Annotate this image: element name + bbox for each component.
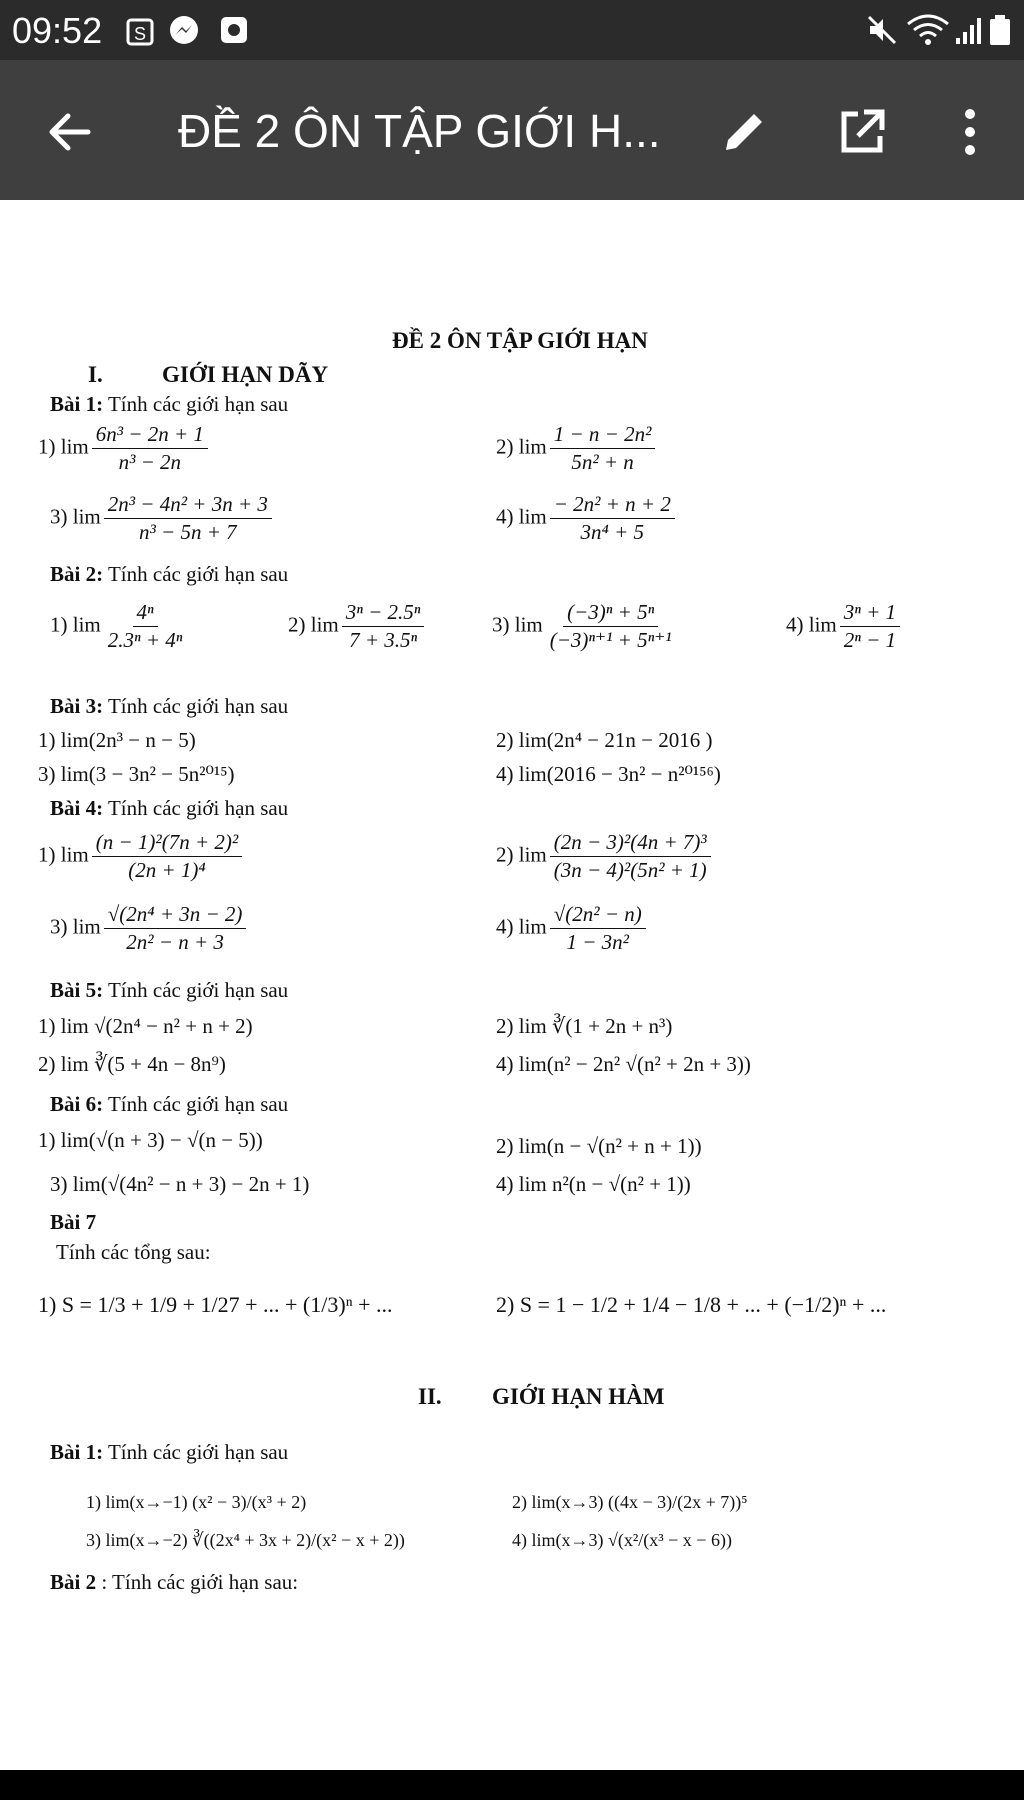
exercise-instruction: Tính các giới hạn sau <box>107 796 289 820</box>
wifi-icon <box>906 14 950 46</box>
exercise-instruction: Tính các giới hạn sau <box>107 694 289 718</box>
exercise-label: Bài 1: <box>50 392 104 416</box>
exercise-label: Bài 7 <box>50 1210 97 1234</box>
record-icon <box>218 14 250 46</box>
expression: 3) lim(√(4n² − n + 3) − 2n + 1) <box>50 1172 310 1196</box>
document-page[interactable] <box>0 200 1024 1770</box>
expression: 4) lim $\frac{\text{√(2n² − n)}}{\text{1 − 3n²}}$ <box>496 902 649 955</box>
expression: 1) S = 1/3 + 1/9 + 1/27 + ... + (1/3)ⁿ + ... <box>38 1292 393 1317</box>
expression: 1) lim(x→−1) (x² − 3)/(x³ + 2) <box>86 1492 307 1512</box>
expression: 4) lim(x→3) √(x²/(x³ − x − 6)) <box>512 1530 732 1550</box>
expression: 2) lim $\frac{\text{1 − n − 2n²}}{\text{5n² + n}}$ <box>496 422 658 475</box>
exercise-label: Bài 4: <box>50 796 104 820</box>
exercise-instruction: Tính các giới hạn sau <box>107 1440 289 1464</box>
navigation-bar <box>0 1770 1024 1800</box>
expression: 3) lim $\frac{\text{(−3)ⁿ + 5ⁿ}}{\text{(−3)ⁿ⁺¹ + 5ⁿ⁺¹}}$ <box>492 600 672 652</box>
expression: 4) lim(n² − 2n² √(n² + 2n + 3)) <box>496 1052 751 1076</box>
document-title: ĐỀ 2 ÔN TẬP GIỚI H... <box>178 105 661 157</box>
battery-icon <box>988 14 1012 46</box>
expression: 4) lim n²(n − √(n² + 1)) <box>496 1172 691 1196</box>
expression: 3) lim $\frac{\text{√(2n⁴ + 3n − 2)}}{\text{2n² − n + 3}}$ <box>50 902 249 955</box>
exercise-instruction: Tính các giới hạn sau <box>107 1092 289 1116</box>
pencil-icon[interactable] <box>714 102 774 162</box>
svg-text:S: S <box>133 24 147 44</box>
exercise-label: Bài 3: <box>50 694 104 718</box>
exercise-label: Bài 2: <box>50 562 104 586</box>
expression: 1) lim √(2n⁴ − n² + n + 2) <box>38 1014 253 1038</box>
exercise-instruction: Tính các giới hạn sau <box>107 562 289 586</box>
expression: 2) lim(n − √(n² + n + 1)) <box>496 1134 702 1158</box>
expression: 2) lim $\frac{\text{(2n − 3)²(4n + 7)³}}{\text{(3n − 4)²(5n² + 1)}}$ <box>496 830 714 883</box>
doc-title: ĐỀ 2 ÔN TẬP GIỚI HẠN <box>392 328 648 353</box>
exercise-instruction: Tính các tổng sau: <box>56 1240 211 1264</box>
arrow-left-icon[interactable] <box>40 102 100 162</box>
expression: 2) lim(x→3) ((4x − 3)/(2x + 7))⁵ <box>512 1492 748 1512</box>
s-badge-icon <box>124 14 156 46</box>
status-bar <box>0 0 1024 60</box>
expression: 1) lim(2n³ − n − 5) <box>38 728 196 752</box>
exercise-instruction: : Tính các giới hạn sau: <box>101 1570 299 1594</box>
expression: 2) lim ∛(1 + 2n + n³) <box>496 1014 673 1038</box>
section-1-numeral: I. <box>88 362 103 387</box>
section-2-heading: GIỚI HẠN HÀM <box>492 1384 665 1409</box>
expression: 2) lim $\frac{\text{3ⁿ − 2.5ⁿ}}{\text{7 + 3.5ⁿ}}$ <box>288 600 427 653</box>
expression: 1) lim $\frac{\text{(n − 1)²(7n + 2)²}}{\text{(2n + 1)⁴}}$ <box>38 830 245 883</box>
expression: 3) lim(3 − 3n² − 5n²⁰¹⁵) <box>38 762 235 786</box>
expression: 4) lim $\frac{\text{3ⁿ + 1}}{\text{2ⁿ − 1}}$ <box>786 600 903 653</box>
exercise-heading <box>50 796 288 821</box>
exercise-heading <box>50 562 288 587</box>
expression: 1) lim $\frac{\text{6n³ − 2n + 1}}{\text{n³ − 2n}}$ <box>38 422 211 475</box>
status-time: 09:52 <box>12 10 103 51</box>
exercise-label: Bài 5: <box>50 978 104 1002</box>
section-2-numeral: II. <box>418 1384 442 1409</box>
exercise-heading <box>50 694 288 719</box>
exercise-instruction: Tính các giới hạn sau <box>107 978 289 1002</box>
expression: 4) lim $\frac{\text{− 2n² + n + 2}}{\text{3n⁴ + 5}}$ <box>496 492 678 545</box>
expression: 2) lim ∛(5 + 4n − 8n⁹) <box>38 1052 226 1076</box>
expression: 4) lim(2016 − 3n² − n²⁰¹⁵⁶) <box>496 762 721 786</box>
mute-icon <box>866 14 898 46</box>
exercise-heading <box>50 1092 288 1117</box>
more-vert-icon[interactable] <box>940 102 1000 162</box>
exercise-heading <box>50 1570 298 1595</box>
signal-icon <box>954 14 982 46</box>
exercise-instruction: Tính các giới hạn sau <box>107 392 289 416</box>
expression: 2) S = 1 − 1/2 + 1/4 − 1/8 + ... + (−1/2)ⁿ + ... <box>496 1292 887 1317</box>
messenger-icon <box>168 14 200 46</box>
expression: 3) lim $\frac{\text{2n³ − 4n² + 3n + 3}}{\text{n³ − 5n + 7}}$ <box>50 492 275 545</box>
app-bar <box>0 60 1024 200</box>
expression: 1) lim $\frac{\text{4ⁿ}}{\text{2.3ⁿ + 4ⁿ}}$ <box>50 600 183 652</box>
exercise-heading <box>50 392 288 417</box>
exercise-label: Bài 1: <box>50 1440 104 1464</box>
section-1-heading: GIỚI HẠN DÃY <box>162 362 329 387</box>
exercise-label: Bài 6: <box>50 1092 104 1116</box>
expression: 1) lim(√(n + 3) − √(n − 5)) <box>38 1128 263 1152</box>
exercise-heading <box>50 1440 288 1465</box>
exercise-label: Bài 2 <box>50 1570 97 1594</box>
expression: 2) lim(2n⁴ − 21n − 2016 ) <box>496 728 713 752</box>
exercise-heading <box>50 978 288 1003</box>
open-external-icon[interactable] <box>832 102 892 162</box>
expression: 3) lim(x→−2) ∛((2x⁴ + 3x + 2)/(x² − x + 2)) <box>86 1530 405 1550</box>
